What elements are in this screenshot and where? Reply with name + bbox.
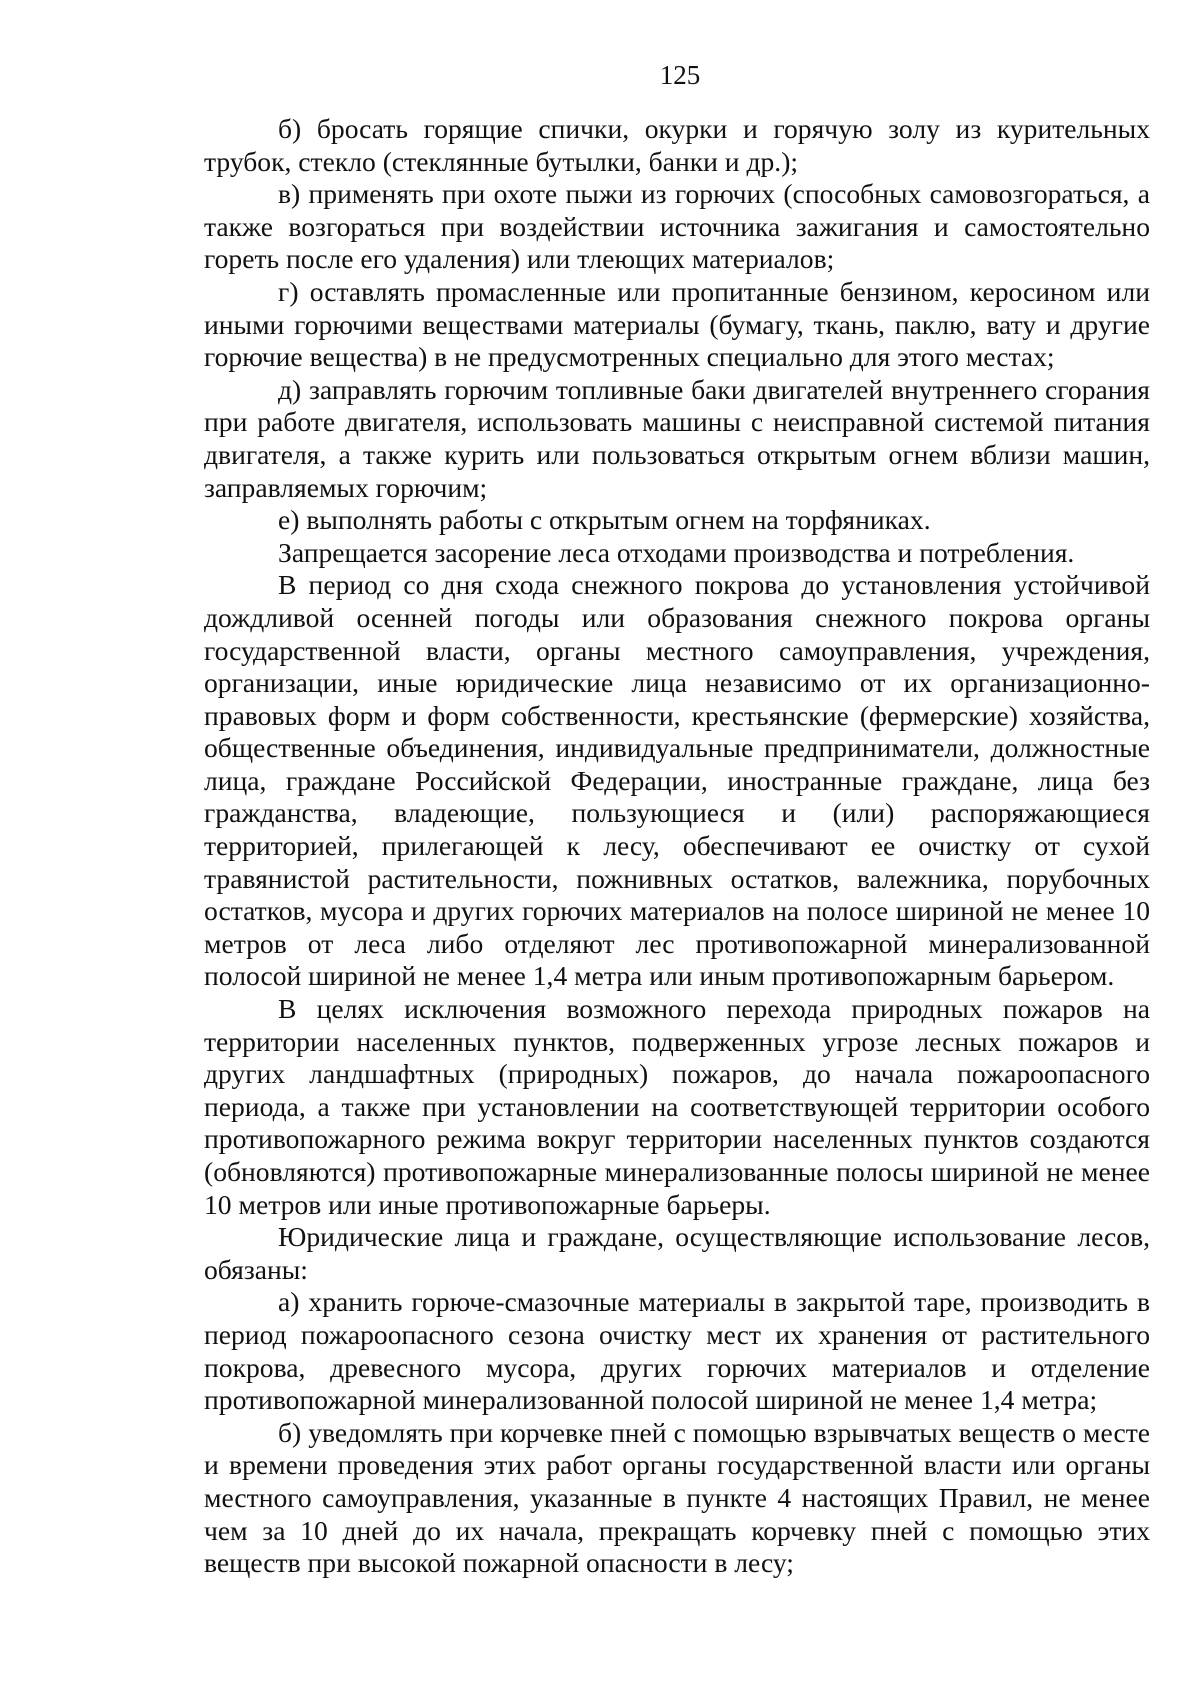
- paragraph-item-a-fuel-storage: а) хранить горюче-смазочные материалы в закрытой таре, производить в период пожароопасного сезона очистку мест их хранения от растительного покрова, древесного мусора, других горючих материалов и отделение противопожарной минерализованной полосой шириной не менее 1,4 метра;: [204, 1286, 1150, 1416]
- paragraph-item-g-oiled-materials: г) оставлять промасленные или пропитанные бензином, керосином или иными горючими веществами материалы (бумагу, ткань, паклю, вату и другие горючие вещества) в не предусмотренных специально для этого местах;: [204, 275, 1150, 373]
- paragraph-firebreaks: В целях исключения возможного перехода природных пожаров на территории населенных пунктов, подверженных угрозе лесных пожаров и других ландшафтных (природных) пожаров, до начала пожароопасного периода, а также при установлении на соответствующей территории особого противопожарного режима вокруг территории населенных пунктов создаются (обновляются) противопожарные минерализованные полосы шириной не менее 10 метров или иные противопожарные барьеры.: [204, 993, 1150, 1220]
- page-number: 125: [659, 60, 701, 90]
- paragraph-territory-clearing: В период со дня схода снежного покрова до установления устойчивой дождливой осенней погоды или образования снежного покрова органы государственной власти, органы местного самоуправления, учреждения, организации, иные юридические лица независимо от их организационно-правовых форм и форм собственности, крестьянские (фермерские) хозяйства, общественные объединения, индивидуальные предприниматели, должностные лица, граждане Российской Федерации, иностранные граждане, лица без гражданства, владеющие, пользующиеся и (или) распоряжающиеся территорией, прилегающей к лесу, обеспечивают ее очистку от сухой травянистой растительности, пожнивных остатков, валежника, порубочных остатков, мусора и других горючих материалов на полосе шириной не менее 10 метров от леса либо отделяют лес противопожарной минерализованной полосой шириной не менее 1,4 метра или иным противопожарным барьером.: [204, 569, 1150, 992]
- paragraph-item-d-refueling: д) заправлять горючим топливные баки двигателей внутреннего сгорания при работе двигателя, использовать машины с неисправной системой питания двигателя, а также курить или пользоваться открытым огнем вблизи машин, заправляемых горючим;: [204, 373, 1150, 503]
- paragraph-item-v-hunting: в) применять при охоте пыжи из горючих (способных самовозгораться, а также возгораться при воздействии источника зажигания и самостоятельно гореть после его удаления) или тлеющих материалов;: [204, 178, 1150, 275]
- document-body: [204, 113, 1150, 1580]
- paragraph-item-b-smoking: б) бросать горящие спички, окурки и горячую золу из курительных трубок, стекло (стеклянные бутылки, банки и др.);: [204, 113, 1150, 177]
- paragraph-item-b-explosives: б) уведомлять при корчевке пней с помощью взрывчатых веществ о месте и времени проведения этих работ органы государственной власти или органы местного самоуправления, указанные в пункте 4 настоящих Правил, не менее чем за 10 дней до их начала, прекращать корчевку пней с помощью этих веществ при высокой пожарной опасности в лесу;: [204, 1416, 1150, 1579]
- paragraph-obligations-intro: Юридические лица и граждане, осуществляющие использование лесов, обязаны:: [204, 1221, 1150, 1285]
- paragraph-item-e-peat: е) выполнять работы с открытым огнем на торфяниках.: [278, 504, 931, 536]
- paragraph-littering-ban: Запрещается засорение леса отходами производства и потребления.: [278, 536, 1075, 568]
